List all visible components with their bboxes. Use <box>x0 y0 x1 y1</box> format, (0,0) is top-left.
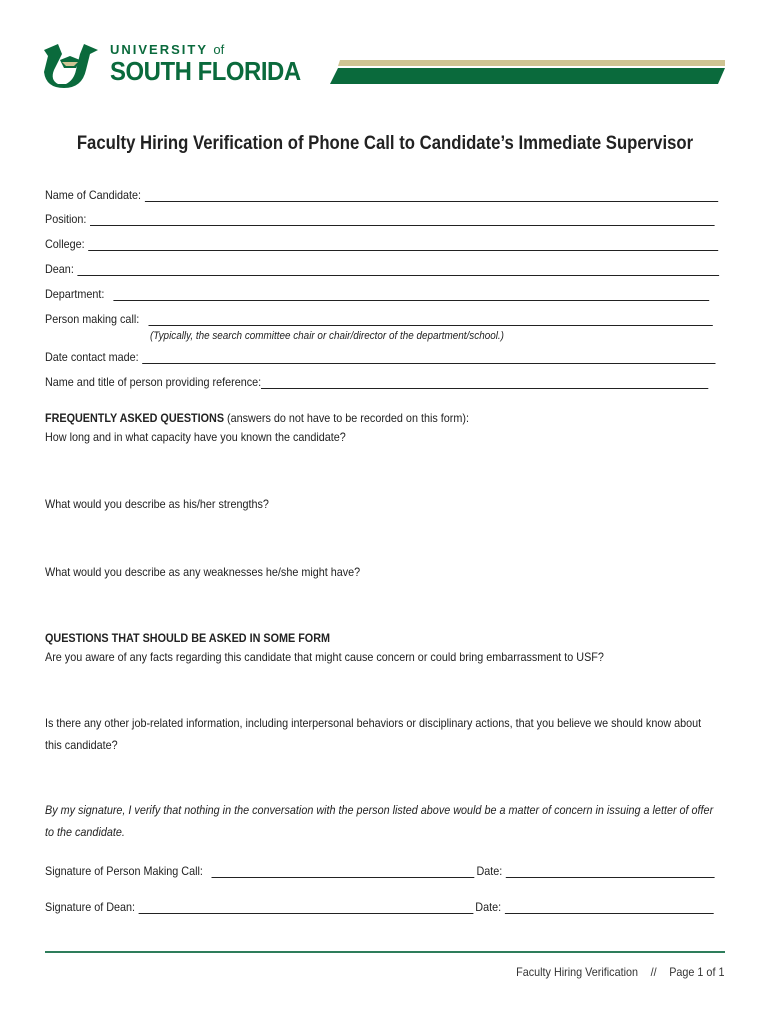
required-question-1: Are you aware of any facts regarding this candidate that might cause concern or could bring embarrassment to USF? <box>45 650 604 664</box>
footer-doc-name: Faculty Hiring Verification <box>515 965 638 979</box>
department-field[interactable] <box>45 287 709 301</box>
person-making-call-note: (Typically, the search committee chair or chair/director of the department/school.) <box>150 330 504 342</box>
dean-label: Dean: <box>45 262 74 276</box>
verification-statement: By my signature, I verify that nothing in the conversation with the person listed above would be a matter of concern in issuing a letter of offer to the candidate. <box>45 803 714 839</box>
caller-signature-label: Signature of Person Making Call: <box>45 864 203 878</box>
person-making-call-line[interactable] <box>148 314 712 326</box>
dean-field[interactable] <box>45 262 719 276</box>
candidate-label: Name of Candidate: <box>45 188 142 202</box>
dean-signature-row[interactable] <box>45 900 715 914</box>
faq-heading-label: FREQUENTLY ASKED QUESTIONS <box>45 411 225 425</box>
dean-date-line[interactable] <box>505 902 714 914</box>
candidate-field[interactable] <box>45 188 718 202</box>
person-making-call-label: Person making call: <box>45 312 140 326</box>
department-label: Department: <box>45 287 105 301</box>
header-stripe-bar <box>330 60 725 84</box>
caller-date-label: Date: <box>476 864 503 878</box>
college-field[interactable] <box>45 237 718 251</box>
footer-page-number: Page 1 of 1 <box>668 965 724 979</box>
dean-date-label: Date: <box>475 900 502 914</box>
page-footer <box>516 965 724 979</box>
caller-signature-line[interactable] <box>212 866 475 878</box>
faq-question-3: What would you describe as any weaknesses he/she might have? <box>45 565 361 579</box>
position-field[interactable] <box>45 212 715 226</box>
reference-label: Name and title of person providing reference: <box>45 375 262 389</box>
college-line[interactable] <box>88 239 718 251</box>
page-title: Faculty Hiring Verification of Phone Call to Candidate’s Immediate Supervisor <box>76 133 694 154</box>
logo-university-text: UNIVERSITY of <box>110 42 225 57</box>
faq-heading <box>45 411 469 425</box>
dean-signature-label: Signature of Dean: <box>45 900 136 914</box>
dean-signature-line[interactable] <box>139 902 474 914</box>
reference-line[interactable] <box>261 377 708 389</box>
date-contact-field[interactable] <box>45 350 716 364</box>
reference-field[interactable] <box>45 375 708 389</box>
faq-question-2: What would you describe as his/her strengths? <box>45 497 269 511</box>
logo-south-florida-text: SOUTH FLORIDA <box>110 56 301 86</box>
usf-bull-logo-icon <box>40 40 104 90</box>
position-line[interactable] <box>90 214 715 226</box>
faq-question-1: How long and in what capacity have you known the candidate? <box>45 430 346 444</box>
required-question-2: Is there any other job-related information, including interpersonal behaviors or disciplinary actions, that you believe we should know about this candidate? <box>45 716 702 752</box>
footer-separator: // <box>650 965 657 979</box>
candidate-line[interactable] <box>145 190 718 202</box>
faq-heading-note: (answers do not have to be recorded on this form): <box>224 411 469 425</box>
required-questions-heading: QUESTIONS THAT SHOULD BE ASKED IN SOME FORM <box>45 631 331 645</box>
caller-date-line[interactable] <box>506 866 715 878</box>
page-header <box>0 0 770 100</box>
date-contact-line[interactable] <box>142 352 715 364</box>
footer-divider <box>45 951 725 953</box>
caller-signature-row[interactable] <box>45 864 717 878</box>
usf-logo <box>40 38 310 94</box>
college-label: College: <box>45 237 85 251</box>
date-contact-label: Date contact made: <box>45 350 139 364</box>
dean-line[interactable] <box>77 264 719 276</box>
person-making-call-field[interactable] <box>45 312 713 326</box>
position-label: Position: <box>45 212 87 226</box>
department-line[interactable] <box>113 289 709 301</box>
